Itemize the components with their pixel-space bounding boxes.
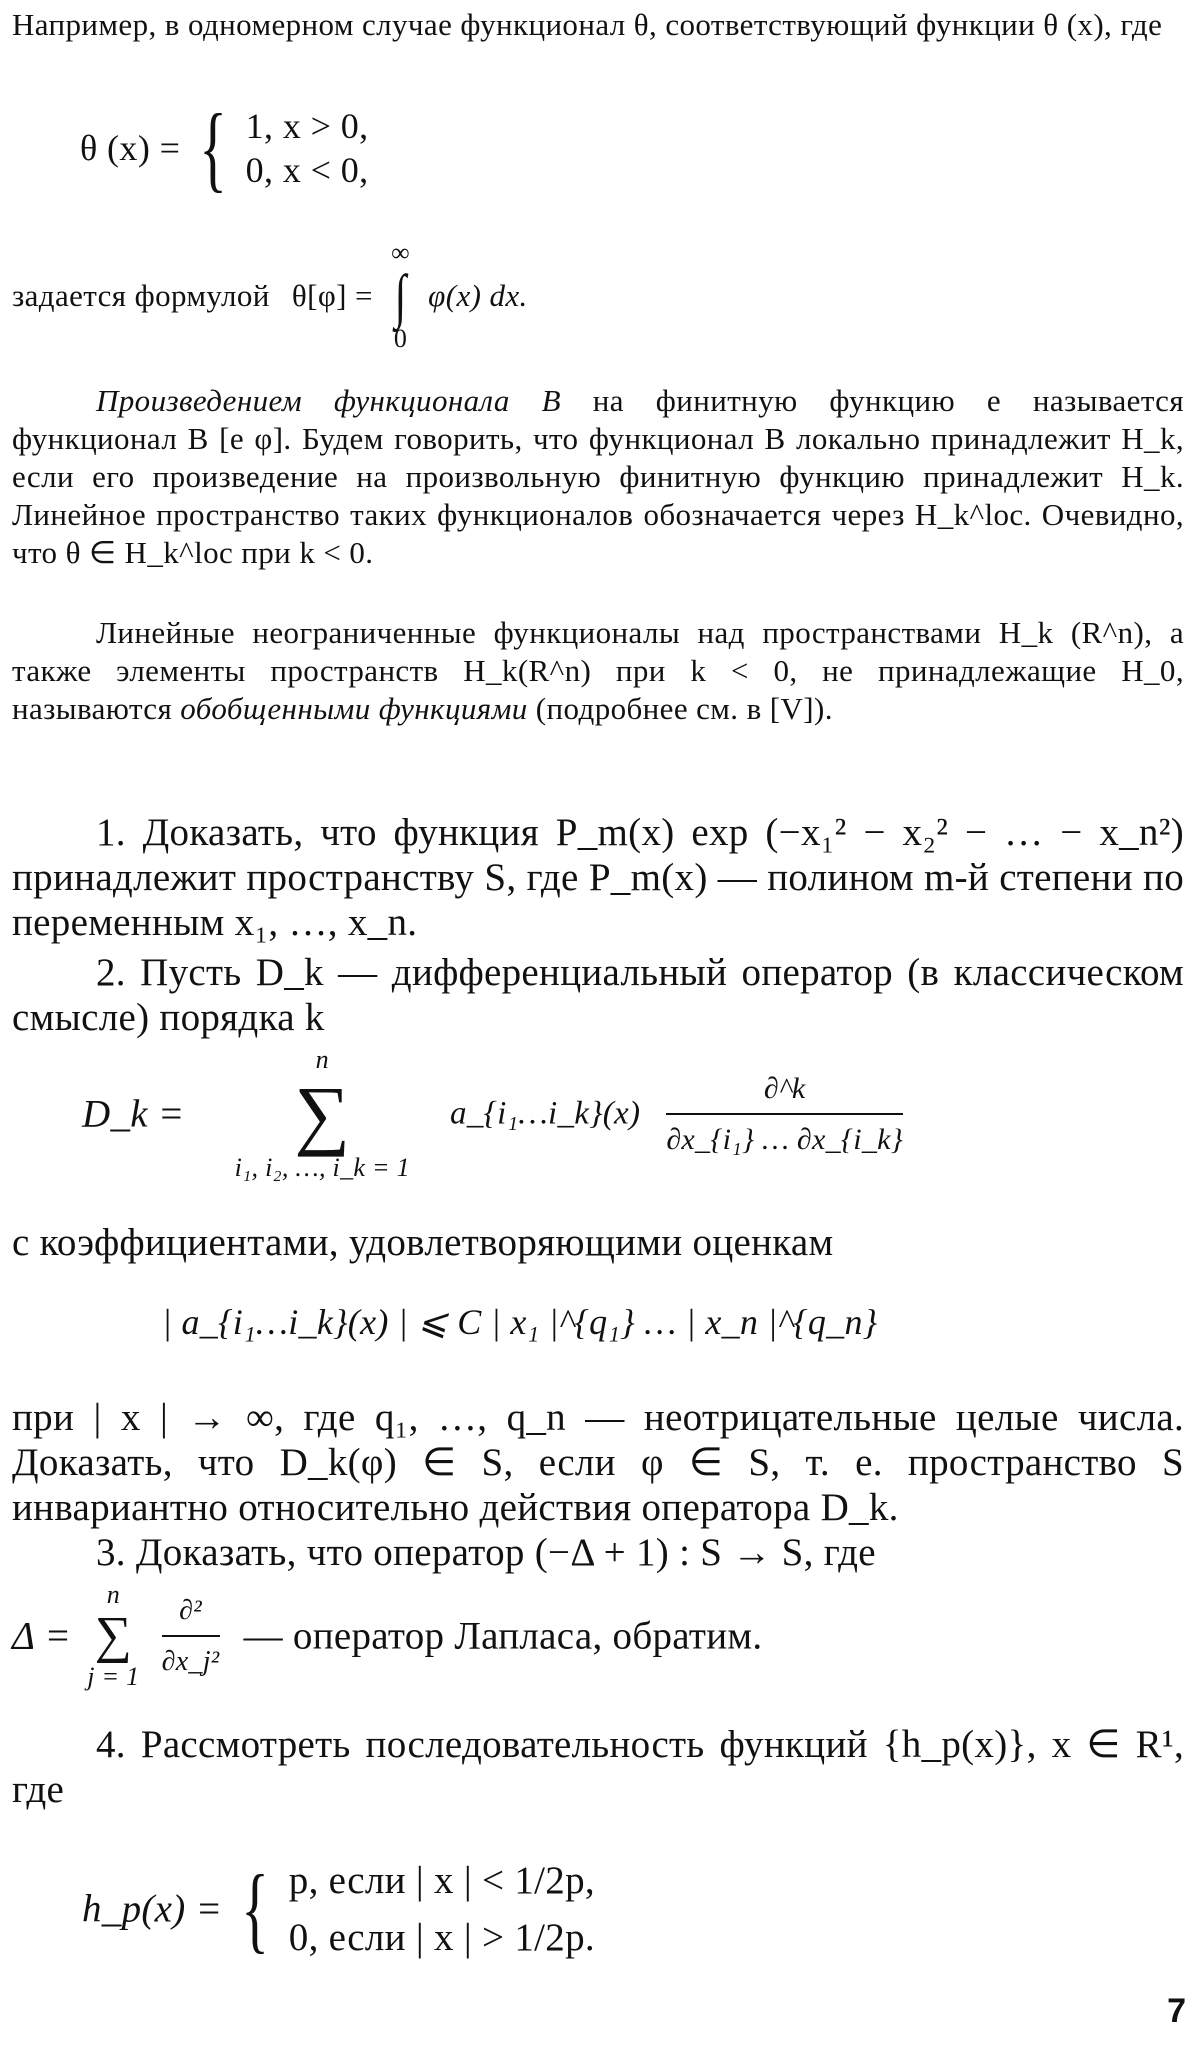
sum-symbol: n ∑ i₁, i₂, …, i_k = 1	[234, 1045, 410, 1182]
product-paragraph	[12, 382, 1184, 572]
laplace-formula	[12, 1580, 762, 1692]
laplace-lhs: Δ =	[12, 1614, 72, 1658]
problem-4-intro: 4. Рассмотреть последовательность функций {h_p(x)}, x ∈ R¹, где	[12, 1723, 1184, 1811]
generalized-paragraph	[12, 614, 1184, 728]
problem-1: 1. Доказать, что функция P_m(x) exp (−x₁² − x₂² − … − x_n²) принадлежит пространству S, где P_m(x) — полином m-й степени по переменным x₁, …, x_n.	[12, 811, 1184, 944]
laplace-sum-upper: n	[106, 1580, 121, 1609]
theta-definition	[80, 94, 369, 201]
integral-lhs: θ[φ] =	[291, 278, 373, 313]
hp-case-1: p, если | x | < 1/2p,	[288, 1859, 595, 1902]
laplace-denominator: ∂x_j²	[161, 1646, 220, 1677]
page-number: 7	[1167, 1992, 1186, 2030]
theta-lhs: θ (x) =	[80, 128, 181, 168]
dk-denominator: ∂x_{i₁} … ∂x_{i_k}	[666, 1123, 904, 1156]
theta-cases	[246, 107, 369, 189]
generalized-text-start: Линейные неограниченные функционалы над пространствами H_k (R^n), а также элементы пространств H_k(R^n) при k < 0, не принадлежащие H_0, называются	[12, 615, 1184, 726]
problem-3-intro: 3. Доказать, что оператор (−Δ + 1) : S → S, где	[96, 1531, 876, 1574]
coef-estimate: | a_{i₁…i_k}(x) | ⩽ C | x₁ |^{q₁} … | x_n |^{q_n}	[162, 1302, 878, 1342]
hp-case-2: 0, если | x | > 1/2p.	[288, 1916, 595, 1959]
dk-formula	[82, 1045, 903, 1183]
hp-formula	[82, 1855, 595, 1962]
dk-lhs: D_k =	[82, 1092, 185, 1136]
integral-lower-limit: 0	[393, 324, 408, 353]
dk-coefficient: a_{i₁…i_k}(x)	[450, 1095, 641, 1132]
hp-lhs: h_p(x) =	[82, 1887, 223, 1931]
theta-case-1: 1, x > 0,	[245, 106, 369, 146]
problem-2-intro: 2. Пусть D_k — дифференциальный оператор (в классическом смысле) порядка k	[12, 951, 1184, 1039]
laplace-fraction	[162, 1588, 220, 1684]
sum-lower: i₁, i₂, …, i_k = 1	[234, 1153, 410, 1182]
laplace-sum-lower: j = 1	[87, 1662, 140, 1691]
laplace-numerator: ∂²	[162, 1588, 220, 1637]
generalized-term: обобщенными функциями	[180, 691, 528, 726]
given-by-text: задается формулой	[12, 278, 270, 313]
theta-integral	[12, 240, 528, 352]
product-text: на финитную функцию e называется функционал B [e φ]. Будем говорить, что функционал B локально принадлежит H_k, если его произведение на произвольную финитную функцию принадлежит H_k. Линейное пространство таких функционалов обозначается через H_k^loc. Очевидно, что θ ∈ H_k^loc при k < 0.	[12, 383, 1184, 570]
generalized-text-end: (подробнее см. в [V]).	[527, 691, 833, 726]
laplace-sum-symbol: n ∑ j = 1	[87, 1580, 140, 1691]
dk-derivative	[666, 1066, 903, 1162]
laplace-rest: — оператор Лапласа, обратим.	[243, 1614, 763, 1658]
integrand: φ(x) dx.	[428, 278, 528, 313]
product-term: Произведением функционала B	[96, 383, 561, 418]
coef-text: с коэффициентами, удовлетворяющими оценкам	[12, 1221, 834, 1264]
sum-upper: n	[315, 1045, 329, 1074]
dk-numerator: ∂^k	[666, 1066, 903, 1115]
intro-text: Например, в одномерном случае функционал θ, соответствующий функции θ (x), где	[12, 7, 1163, 42]
integral-upper-limit: ∞	[391, 238, 411, 267]
problem-2-tail: при | x | → ∞, где q₁, …, q_n — неотрицательные целые числа. Доказать, что D_k(φ) ∈ S, если φ ∈ S, т. е. пространство S инвариантно относительно действия оператора D_k.	[12, 1396, 1184, 1529]
hp-left-brace: {	[241, 1855, 270, 1962]
theta-case-2: 0, x < 0,	[245, 150, 369, 190]
hp-cases	[289, 1858, 595, 1960]
left-brace: {	[199, 94, 227, 201]
integral-sign: ∞ ∫ 0	[391, 238, 411, 353]
